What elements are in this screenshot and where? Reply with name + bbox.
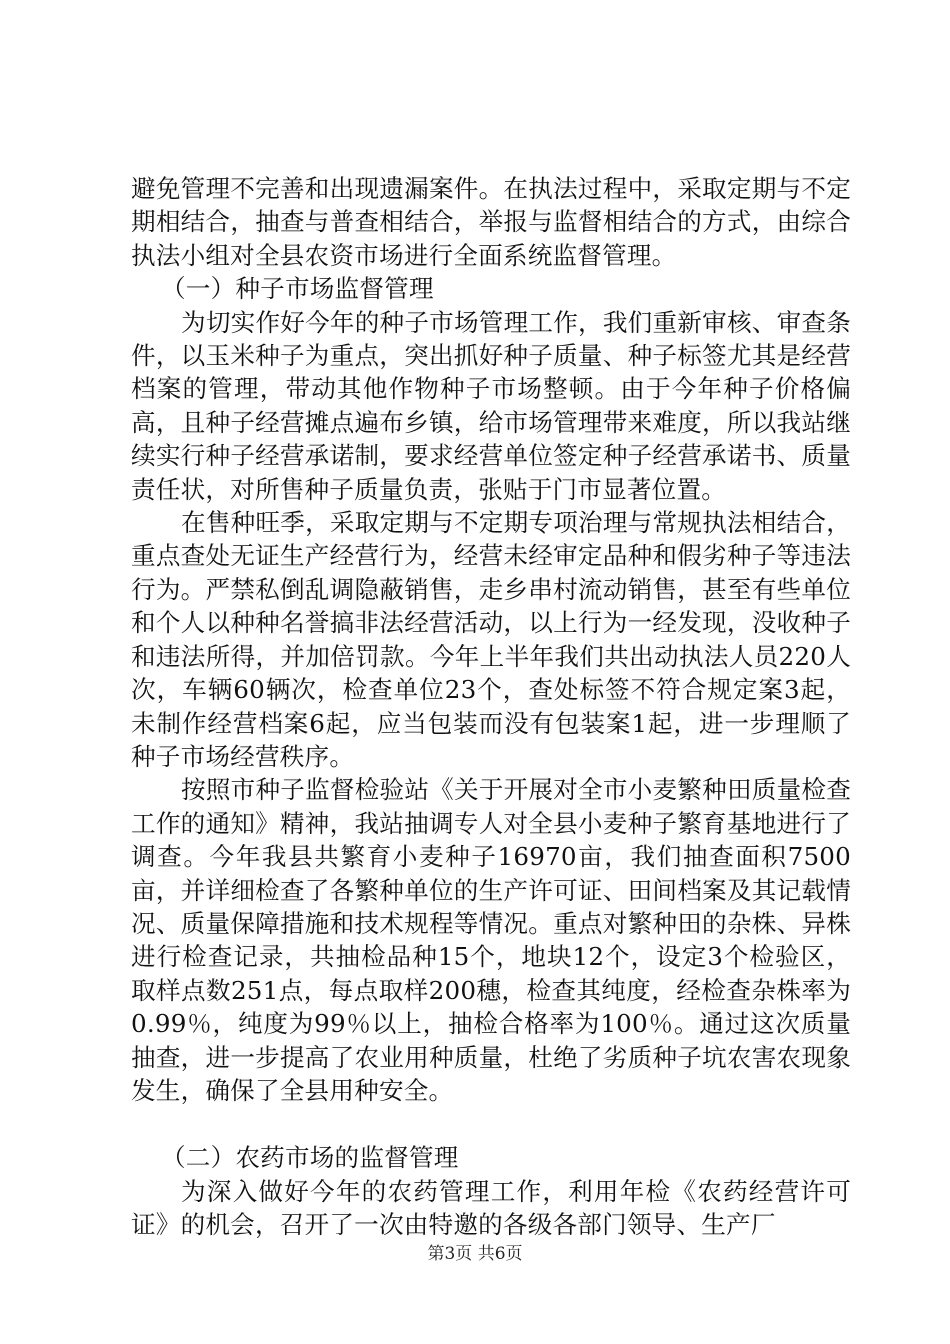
- paragraph-wheat-seed-inspection: 按照市种子监督检验站《关于开展对全市小麦繁种田质量检查工作的通知》精神，我站抽调专人对全县小麦种子繁育基地进行了调查。今年我县共繁育小麦种子16970亩，我们抽查面积7500亩，并详细检查了各繁种单位的生产许可证、田间档案及其记载情况、质量保障措施和技术规程等情况。重点对繁种田的杂株、异株进行检查记录，共抽检品种15个，地块12个，设定3个检验区，取样点数251点，每点取样200穗，检查其纯度，经检查杂株率为0.99％，纯度为99％以上，抽检合格率为100％。通过这次质量抽查，进一步提高了农业用种质量，杜绝了劣质种子坑农害农现象发生，确保了全县用种安全。: [131, 775, 851, 1105]
- document-body: [131, 172, 851, 1242]
- paragraph-seed-market-management: 为切实作好今年的种子市场管理工作，我们重新审核、审查条件，以玉米种子为重点，突出抓好种子质量、种子标签尤其是经营档案的管理，带动其他作物种子市场整顿。由于今年种子价格偏高，且种子经营摊点遍布乡镇，给市场管理带来难度，所以我站继续实行种子经营承诺制，要求经营单位签定种子经营承诺书、质量责任状，对所售种子质量负责，张贴于门市显著位置。: [131, 307, 851, 504]
- paragraph-pesticide-management: 为深入做好今年的农药管理工作，利用年检《农药经营许可证》的机会，召开了一次由特邀的各级各部门领导、生产厂: [131, 1176, 851, 1240]
- page-footer: [0, 1243, 950, 1265]
- paragraph-seed-season-enforcement: 在售种旺季，采取定期与不定期专项治理与常规执法相结合，重点查处无证生产经营行为，经营未经审定品种和假劣种子等违法行为。严禁私倒乱调隐蔽销售，走乡串村流动销售，甚至有些单位和个人以种种名誉搞非法经营活动，以上行为一经发现，没收种子和违法所得，并加倍罚款。今年上半年我们共出动执法人员220人次，车辆60辆次，检查单位23个，查处标签不符合规定案3起，未制作经营档案6起，应当包装而没有包装案1起，进一步理顺了种子市场经营秩序。: [131, 508, 851, 771]
- paragraph-gap: [131, 1107, 851, 1141]
- section-heading-pesticide-market: （二）农药市场的监督管理: [161, 1143, 459, 1173]
- section-heading-seed-market: （一）种子市场监督管理: [161, 274, 434, 304]
- paragraph-continued: 避免管理不完善和出现遗漏案件。在执法过程中，采取定期与不定期相结合，抽查与普查相结合，举报与监督相结合的方式，由综合执法小组对全县农资市场进行全面系统监督管理。: [131, 174, 851, 270]
- page-number: 第3页 共6页: [427, 1244, 523, 1264]
